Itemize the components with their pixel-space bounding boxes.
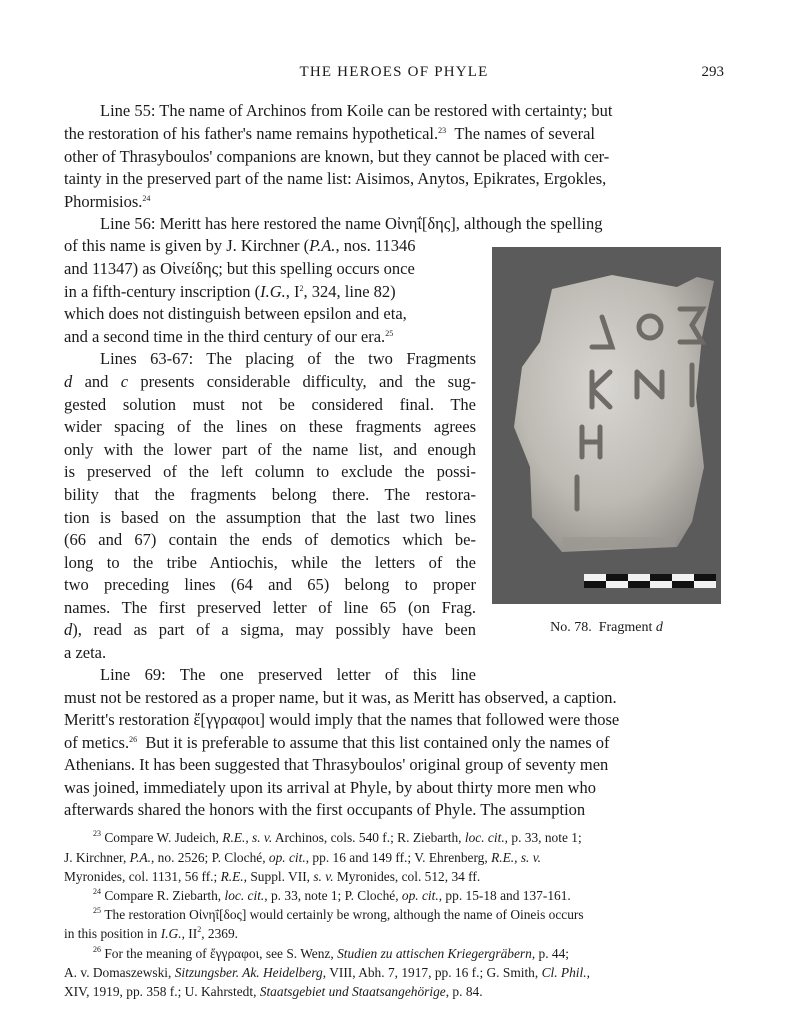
fn23-a: Compare W. Judeich, xyxy=(104,830,223,845)
fn26-greek: ἔγγραφοι xyxy=(209,946,260,961)
fn26-i1: Studien zu attischen Kriegergräbern xyxy=(337,946,532,961)
p4-line-1: Line 69: The one preserved letter of this line xyxy=(100,667,476,684)
frag-d: d xyxy=(64,374,73,391)
p2-line-2-text: of this name is given by J. Kirchner ( xyxy=(64,236,310,255)
fn23-l2i1: P.A. xyxy=(129,850,151,865)
p4-line-3-text: Meritt's restoration xyxy=(64,710,194,729)
fn26-c: , p. 44; xyxy=(531,946,570,961)
fn25-l2b: , II xyxy=(181,926,198,941)
p4-line-3 xyxy=(64,712,619,729)
running-header xyxy=(64,64,724,88)
p2-line-1 xyxy=(100,216,602,233)
fn25-l2i: I.G. xyxy=(160,926,182,941)
footnote-ref-25[interactable]: 25 xyxy=(385,329,394,338)
p1-line-3: other of Thrasyboulos' companions are known, but they cannot be placed with cer- xyxy=(64,147,610,166)
p2-line-5: which does not distinguish between epsilon and eta, xyxy=(64,304,407,323)
p4-line-6: was joined, immediately upon its arrival at Phyle, by about thirty more men who xyxy=(64,778,597,797)
fn23-l2b: , no. 2526; P. Cloché, xyxy=(150,850,269,865)
fn23-l3i1: R.E. xyxy=(220,869,244,884)
fn25-b: would certainly be wrong, although the name of Oineis occurs xyxy=(246,907,584,922)
fn23-l3b: , Suppl. VII, xyxy=(243,869,314,884)
footnote-ref-24[interactable]: 24 xyxy=(142,194,151,203)
fn23-i2: loc. cit. xyxy=(464,830,505,845)
p3-line-7: bility that the fragments belong there. The restora- xyxy=(64,487,476,504)
caption-letter: d xyxy=(655,620,663,635)
p3-line-1: Lines 63-67: The placing of the two Fragments xyxy=(100,351,476,368)
scale-bar xyxy=(584,574,716,588)
fn25-l2a: in this position in xyxy=(64,926,161,941)
p3-line-3: gested solution must not be considered final. The xyxy=(64,397,476,414)
p3-line-12: names. The first preserved letter of line 65 (on Frag. xyxy=(64,600,476,617)
p2-line-4 xyxy=(64,284,396,301)
p4-line-7: afterwards shared the honors with the first occupants of Phyle. The assumption xyxy=(64,800,586,819)
fn26-l3a: XIV, 1919, pp. 358 f.; U. Kahrstedt, xyxy=(64,984,260,999)
p4-line-5: Athenians. It has been suggested that Thrasyboulos' original group of seventy men xyxy=(64,755,609,774)
fn23-l2a: J. Kirchner, xyxy=(64,850,130,865)
fn26-b: , see S. Wenz, xyxy=(259,946,338,961)
fn26-l2c: , xyxy=(586,965,590,980)
p2-line-3 xyxy=(64,261,415,278)
p3-line-5: only with the lower part of the name list, and enough xyxy=(64,442,476,459)
p1-line-2 xyxy=(64,126,595,143)
fn23-l2i3: R.E., s. v. xyxy=(491,850,542,865)
p3-line-2-tail: presents considerable difficulty, and the sug- xyxy=(128,374,476,391)
footnote-26-number: 26 xyxy=(93,945,101,954)
footnote-23-line-1 xyxy=(93,831,582,844)
p1-line-1: Line 55: The name of Archinos from Koile can be restored with certainty; but xyxy=(100,101,613,120)
stone-shadow xyxy=(562,537,677,549)
p3-line-4: wider spacing of the lines on these fragments agrees xyxy=(64,419,476,436)
footnote-24-number: 24 xyxy=(93,887,101,896)
fn23-l2c: , pp. 16 and 149 ff.; V. Ehrenberg, xyxy=(305,850,492,865)
p3-line-8: tion is based on the assumption that the last two lines xyxy=(64,510,476,527)
p2-line-3-text: and 11347) as xyxy=(64,259,161,278)
caption-number: No. 78. xyxy=(550,620,592,635)
p3-line-14: a zeta. xyxy=(64,643,107,662)
p2-line-4-tail: , 324, line 82) xyxy=(303,282,396,301)
p2-line-6-text: and a second time in the third century of our era. xyxy=(64,327,386,346)
p1-line-5-text: Phormisios. xyxy=(64,192,143,211)
scale-seg-1 xyxy=(584,574,606,581)
footnote-24 xyxy=(93,889,571,902)
superscript-2: 2 xyxy=(299,284,304,293)
p4-line-4-tail: But it is preferable to assume that this list contained only the names of xyxy=(145,733,610,752)
fn24-a: Compare R. Ziebarth, xyxy=(104,888,225,903)
fragment-photo xyxy=(492,247,721,604)
p1-line-2-text: the restoration of his father's name remains hypothetical. xyxy=(64,124,439,143)
greek-oineides-alt: Οἰνείδης xyxy=(160,259,219,278)
p2-line-4-text: in a fifth-century inscription ( xyxy=(64,282,261,301)
greek-engraphoi: ἔ[γγραφοι] xyxy=(193,710,266,729)
footnote-26-line-3 xyxy=(64,985,483,998)
footnote-23-line-3 xyxy=(64,870,480,883)
p4-line-4 xyxy=(64,735,610,752)
caption-text: Fragment xyxy=(598,620,653,635)
p2-line-1-text: Line 56: Meritt has here restored the name xyxy=(100,214,385,233)
p3-line-13 xyxy=(64,622,476,639)
p4-line-3-tail: would imply that the names that followed were those xyxy=(265,710,620,729)
fn25-sup: 2 xyxy=(197,925,202,934)
p2-line-1-tail: , although the spelling xyxy=(455,214,603,233)
fn25-greek: Οἰνηΐ[δος] xyxy=(189,907,247,922)
frag-d-2: d xyxy=(64,622,73,639)
fn23-l3a: Myronides, col. 1131, 56 ff.; xyxy=(64,869,221,884)
scale-seg-3 xyxy=(672,574,694,581)
p1-line-5 xyxy=(64,194,150,211)
fn26-l2i1: Sitzungsber. Ak. Heidelberg xyxy=(174,965,323,980)
fn24-b: , p. 33, note 1; P. Cloché, xyxy=(264,888,402,903)
footnote-23-line-2 xyxy=(64,851,541,864)
scale-seg-5 xyxy=(650,581,672,588)
fn26-l2a: A. v. Domaszewski, xyxy=(64,965,175,980)
footnote-ref-26[interactable]: 26 xyxy=(129,735,138,744)
fn26-l2b: , VIII, Abh. 7, 1917, pp. 16 f.; G. Smith, xyxy=(322,965,542,980)
p2-line-3-tail: ; but this spelling occurs once xyxy=(218,259,415,278)
footnote-23-number: 23 xyxy=(93,829,101,838)
footnote-26-line-1 xyxy=(93,947,569,960)
scale-seg-4 xyxy=(606,581,628,588)
p1-line-2-tail: The names of several xyxy=(454,124,596,143)
p3-line-2 xyxy=(64,374,476,391)
fn23-b: Archinos, cols. 540 f.; R. Ziebarth, xyxy=(272,830,465,845)
fragment-illustration xyxy=(492,247,721,604)
p2-line-6 xyxy=(64,329,393,346)
p3-line-9: (66 and 67) contain the ends of demotics which be- xyxy=(64,532,476,549)
fn26-a: For the meaning of xyxy=(104,946,210,961)
running-title: THE HEROES OF PHYLE xyxy=(299,64,489,80)
p3-line-10: long to the tribe Antiochis, while the letters of the xyxy=(64,555,476,572)
fn26-l3b: , p. 84. xyxy=(445,984,483,999)
frag-c: c xyxy=(120,374,129,391)
greek-oineides: Οἰνηΐ[δης] xyxy=(384,214,456,233)
page-number: 293 xyxy=(701,64,724,80)
fn25-l2c: , 2369. xyxy=(201,926,239,941)
fn23-l2i2: op. cit. xyxy=(268,850,306,865)
footnote-25-line-1 xyxy=(93,908,584,921)
p3-line-6: is preserved of the left column to exclude the possi- xyxy=(64,464,476,481)
footnote-26-line-2 xyxy=(64,966,590,979)
p2-line-2 xyxy=(64,238,416,255)
p3-and: and xyxy=(72,374,121,391)
footnote-25-number: 25 xyxy=(93,906,101,915)
fn24-i2: op. cit. xyxy=(401,888,439,903)
ref-pa: P.A. xyxy=(309,236,336,255)
p4-line-2: must not be restored as a proper name, but it was, as Meritt has observed, a caption. xyxy=(64,688,617,707)
p4-line-4-text: of metics. xyxy=(64,733,130,752)
fn25-a: The restoration xyxy=(104,907,190,922)
scale-seg-6 xyxy=(694,581,716,588)
footnote-ref-23[interactable]: 23 xyxy=(438,126,447,135)
p2-line-2-tail: , nos. 11346 xyxy=(335,236,416,255)
fn23-i1: R.E., s. v. xyxy=(222,830,273,845)
p1-line-4: tainty in the preserved part of the name list: Aisimos, Anytos, Epikrates, Ergokles, xyxy=(64,169,607,188)
fn26-l3i1: Staatsgebiet und Staatsangehörige xyxy=(259,984,446,999)
fn23-c: , p. 33, note 1; xyxy=(504,830,582,845)
p3-line-11: two preceding lines (64 and 65) belong to proper xyxy=(64,577,476,594)
fn24-c: , pp. 15-18 and 137-161. xyxy=(438,888,571,903)
p3-line-13-tail: ), read as part of a sigma, may possibly have been xyxy=(72,622,476,639)
figure-caption xyxy=(492,620,721,636)
p2-line-4-mid: , I xyxy=(285,282,300,301)
fn24-i1: loc. cit. xyxy=(224,888,265,903)
fn26-l2i2: Cl. Phil. xyxy=(541,965,587,980)
scale-seg-2 xyxy=(628,574,650,581)
fn23-l3i2: s. v. xyxy=(313,869,334,884)
footnote-25-line-2 xyxy=(64,927,238,940)
fn23-l3c: Myronides, col. 512, 34 ff. xyxy=(333,869,481,884)
ref-ig: I.G. xyxy=(260,282,286,301)
